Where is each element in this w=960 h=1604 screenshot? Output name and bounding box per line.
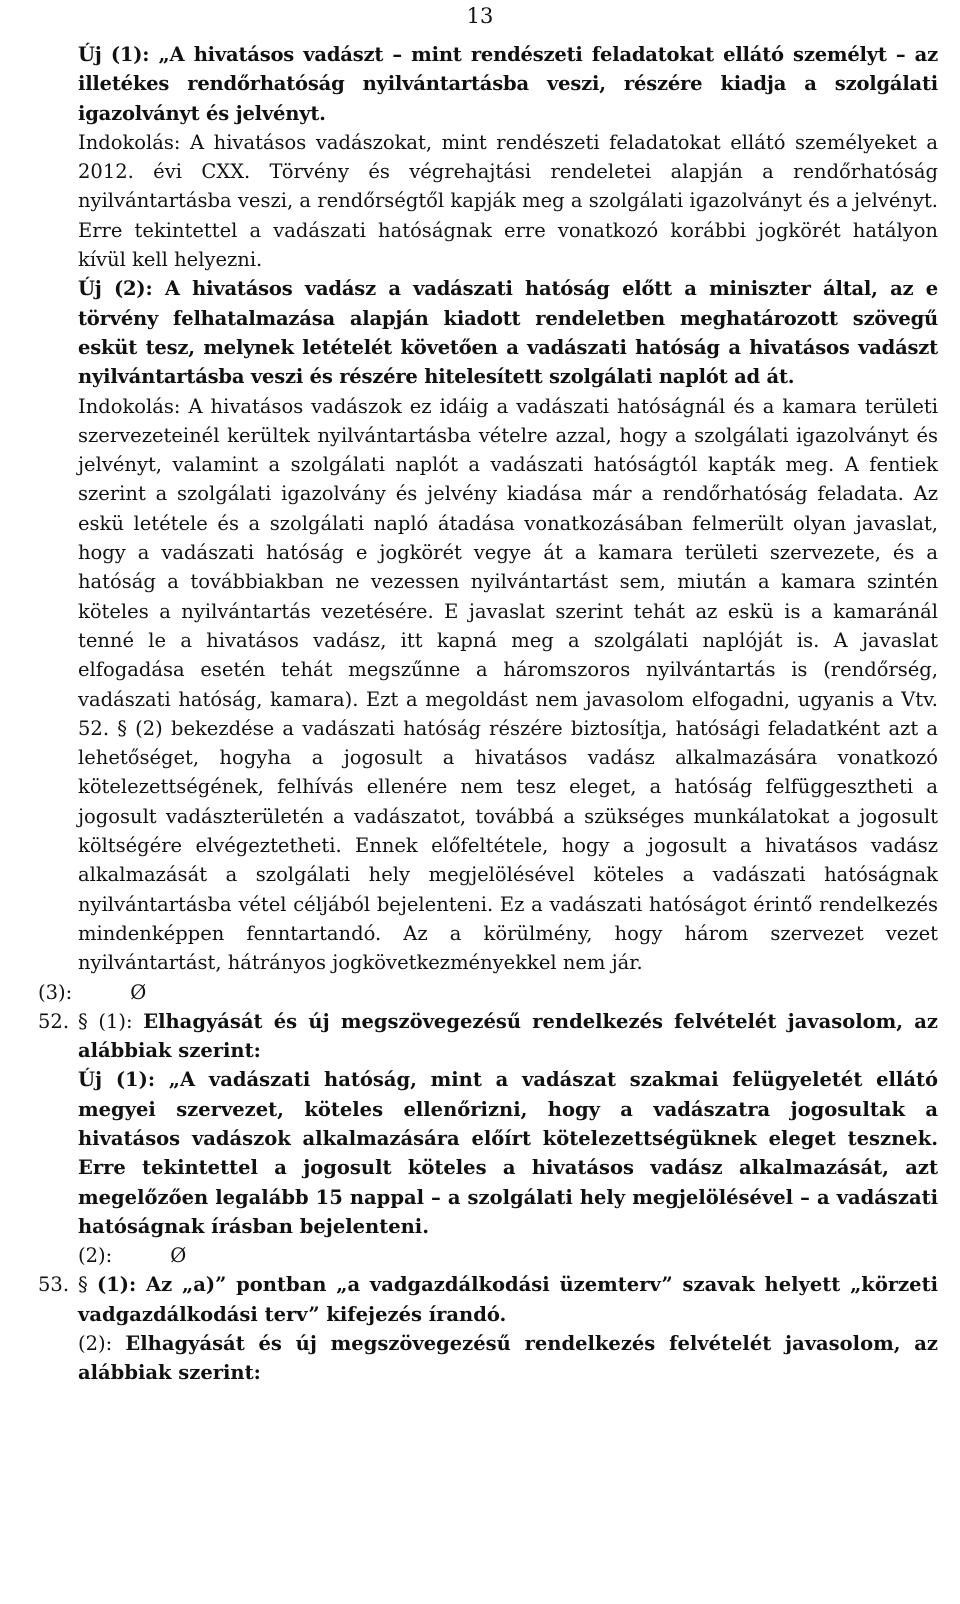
paragraph-3-label: (3):: [38, 980, 73, 1004]
section-52-paragraph-2-line: [38, 1241, 938, 1270]
section-53-number: 53.: [38, 1273, 70, 1297]
section-53-head-plain: §: [78, 1273, 97, 1297]
section-52: [38, 1007, 938, 1066]
paragraph-3-line: [38, 978, 938, 1007]
amendment-new-paragraph-2: Új (2): A hivatásos vadász a vadászati hatóság előtt a miniszter által, az e törvény felhatalmazása alapján kiadott rendeletben meghatározott szövegű esküt tesz, melynek letételét követően a vadászati hatóság a hivatásos vadászt nyilvántartásba veszi és részére hitelesített szolgálati naplót ad át.: [78, 277, 938, 389]
section-52-head-plain: § (1):: [78, 1009, 144, 1033]
section-53-paragraph-2: [38, 1329, 938, 1388]
section-53-head-bold: (1): Az „a)” pontban „a vadgazdálkodási üzemterv” szavak helyett „körzeti vadgazdálkodási terv” kifejezés írandó.: [78, 1273, 938, 1326]
section-52-head-bold: Elhagyását és új megszövegezésű rendelkezés felvételét javasolom, az alábbiak szerint:: [78, 1009, 938, 1063]
section-52-paragraph-2-value: Ø: [170, 1244, 187, 1268]
paragraph-3-value: Ø: [130, 980, 147, 1004]
section-53: [38, 1270, 938, 1329]
section-53-paragraph-2-label: (2):: [78, 1332, 126, 1356]
justification-1: Indokolás: A hivatásos vadászokat, mint rendészeti feladatokat ellátó személyeket a 2012. évi CXX. Törvény és végrehajtási rendeletei alapján a rendőrhatóság nyilvántartásba veszi, a rendőrségtől kapják meg a szolgálati igazolványt és a jelvényt. Erre tekintettel a vadászati hatóságnak erre vonatkozó korábbi jogkörét hatályon kívül kell helyezni.: [78, 130, 938, 272]
amendment-new-paragraph-1: Új (1): „A hivatásos vadászt – mint rendészeti feladatokat ellátó személyt – az illetékes rendőrhatóság nyilvántartásba veszi, részére kiadja a szolgálati igazolványt és jelvényt.: [78, 43, 938, 125]
page-number: 13: [466, 4, 494, 28]
justification-2: Indokolás: A hivatásos vadászok ez idáig a vadászati hatóságnál és a kamara területi szervezeteinél kerültek nyilvántartásba vételre azzal, hogy a szolgálati igazolványt és jelvényt, valamint a szolgálati naplót a vadászati hatóságtól kapták meg. A fentiek szerint a szolgálati igazolvány és jelvény kiadása már a rendőrhatóság feladata. Az eskü letétele és a szolgálati napló átadása vonatkozásában felmerült olyan javaslat, hogy a vadászati hatóság e jogkörét vegye át a kamara területi szervezete, és a hatóság a továbbiakban ne vezessen nyilvántartást sem, miután a kamara szintén köteles a nyilvántartás vezetésére. E javaslat szerint tehát az eskü is a kamaránál tenné le a hivatásos vadász, itt kapná meg a szolgálati naplóját is. A javaslat elfogadása esetén tehát megszűnne a háromszoros nyilvántartás is (rendőrség, vadászati hatóság, kamara). Ezt a megoldást nem javasolom elfogadni, ugyanis a Vtv. 52. § (2) bekezdése a vadászati hatóság részére biztosítja, hatósági feladatként azt a lehetőséget, hogyha a jogosult a hivatásos vadász alkalmazására vonatkozó kötelezettségének, felhívás ellenére nem tesz eleget, a hatóság felfüggesztheti a jogosult vadászterületén a vadászatot, továbbá a szükséges munkálatokat a jogosult költségére elvégeztetheti. Ennek előfeltétele, hogy a jogosult a hivatásos vadász alkalmazását a szolgálati hely megjelölésével köteles a vadászati hatóságnak nyilvántartásba vétel céljából bejelenteni. Ez a vadászati hatóságot érintő rendelkezés mindenképpen fenntartandó. Az a körülmény, hogy három szervezet vezet nyilvántartást, hátrányos jogkövetkezményekkel nem jár.: [78, 394, 938, 975]
section-53-paragraph-2-text: Elhagyását és új megszövegezésű rendelkezés felvételét javasolom, az alábbiak szerint:: [78, 1332, 938, 1385]
section-52-paragraph-2-label: (2):: [78, 1244, 113, 1268]
section-52-number: 52.: [38, 1009, 70, 1033]
document-body: [38, 40, 938, 1388]
section-52-new-paragraph-1: Új (1): „A vadászati hatóság, mint a vadászat szakmai felügyeletét ellátó megyei szervezet, köteles ellenőrizni, hogy a vadászatra jogosultak a hivatásos vadászok alkalmazására előírt kötelezettségüknek eleget tesznek. Erre tekintettel a jogosult köteles a hivatásos vadász alkalmazását, azt megelőzően legalább 15 nappal – a szolgálati hely megjelölésével – a vadászati hatóságnak írásban bejelenteni.: [78, 1068, 938, 1238]
